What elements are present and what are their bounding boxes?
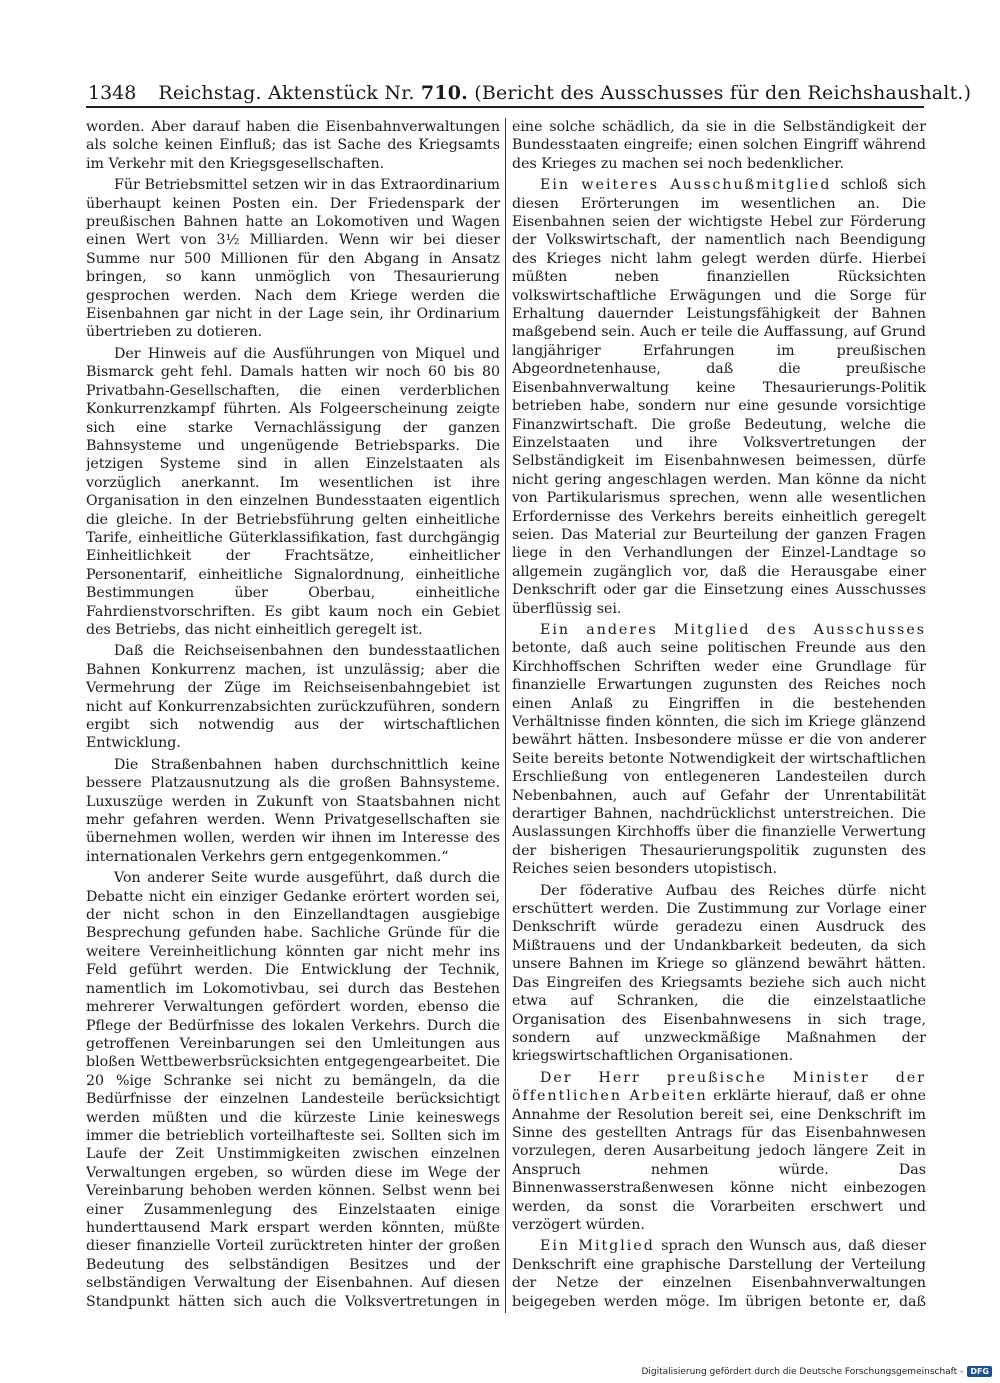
header-rule bbox=[86, 106, 924, 108]
page-number: 1348 bbox=[88, 82, 137, 104]
digitization-footer bbox=[641, 1366, 992, 1377]
paragraph-text: schloß sich diesen Erörterungen im wesentlichen an. Die Eisenbahnen seien der wichtigste Hebel zur Förderung der Volkswirtschaft, der namentlich nach Beendigung des Krieges nicht lahm gelegt werden dürfe. Hierbei müßten neben finanziellen Rücksichten volkswirtschaftliche Erwägungen und die Sorge für Erhaltung dauernder Leistungsfähigkeit der Bahnen maßgebend sein. Auch er teile die Auffassung, auf Grund langjähriger Erfahrungen im preußischen Abgeordnetenhause, daß die preußische Eisenbahnverwaltung keine Thesaurierungs-Politik betrieben habe, sondern nur eine gesunde vorsichtige Finanzwirtschaft. Die große Bedeutung, welche die Einzelstaaten und ihre Volksvertretungen der Selbständigkeit im Eisenbahnwesen beimessen, dürfe nicht gering angeschlagen werden. Man könne da nicht von Partikularismus sprechen, wenn alle wesentlichen Erfordernisse des Verkehrs bereits einheitlich geregelt seien. Das Material zur Beurteilung der ganzen Fragen liege in den Verhandlungen der Einzel-Landtage so allgemein zugänglich vor, daß die Herausgabe einer Denkschrift oder gar die Einsetzung eines Ausschusses überflüssig sei. bbox=[512, 177, 926, 617]
footer-text: Digitalisierung gefördert durch die Deutsche Forschungsgemeinschaft - bbox=[641, 1366, 964, 1377]
title-suffix: (Bericht des Ausschusses für den Reichshaushalt.) bbox=[467, 82, 972, 104]
running-title bbox=[158, 82, 971, 104]
paragraph: Von anderer Seite wurde ausgeführt, daß durch die Debatte nicht ein einziger Gedanke erörtert worden sei, der nicht schon in den Einzellandtagen ausgiebige Besprechung gefunden habe. Sachliche Gründe für die weitere Vereinheitlichung könnten gar nicht mehr ins Feld geführt werden. Die Entwicklung der Technik, namentlich im Lokomotivbau, sei durch das Bestehen mehrerer Verwaltungen gefördert worden, ebenso die Pflege der Bedürfnisse des lokalen Verkehrs. Durch die getroffenen Vereinbarungen sei den Umleitungen aus bloßen Wettbewerbsrücksichten entgegengearbeitet. Die 20 %ige Schranke sei nicht zu bemängeln, da die Bedürfnisse der einzelnen Landesteile berücksichtigt werden müßten und die kürzeste Linie keineswegs immer die betrieblich vorteilhafteste sei. Sollten sich im Laufe der Zeit Unstimmigkeiten zwischen einzelnen Verwaltungen ergeben, so würden diese im Wege der Vereinbarung behoben werden können. Selbst wenn bei einer Zusammenlegung des Einzelstaaten einige hunderttausend Mark erspart werden könnten, müßte dieser finanzielle Vorteil zurücktreten hinter der großen Bedeutung des selbständigen Besitzes und der selbständigen Verwaltung der Eisenbahnen. Auf diesen Standpunkt hätten sich auch die Volksvertretungen in bbox=[86, 870, 500, 1310]
title-prefix: Reichstag. Aktenstück Nr. bbox=[158, 82, 421, 104]
right-column bbox=[512, 118, 926, 1313]
speaker-lead: Ein anderes Mitglied des Ausschusses bbox=[540, 621, 926, 638]
paragraph-text: erklärte hierauf, daß er ohne Annahme der Resolution bereit sei, eine Denkschrift im Sinne des gestellten Antrags für das Eisenbahnwesen vorzulegen, deren Ausarbeitung jedoch längere Zeit in Anspruch nehmen würde. Das Binnenwasserstraßenwesen könne nicht einbezogen werden, da sonst die Vorarbeiten erschwert und verzögert würden. bbox=[512, 1088, 926, 1233]
paragraph bbox=[512, 1237, 926, 1313]
dfg-logo: DFG bbox=[967, 1366, 992, 1377]
speaker-lead: Ein Mitglied bbox=[540, 1238, 655, 1255]
paragraph-text: eine solche schädlich, da sie in die Selbständigkeit der Bundesstaaten eingreife; einen solchen Eingriff während des Krieges zu machen sei noch bedenklicher. bbox=[512, 119, 926, 172]
paragraph: Daß die Reichseisenbahnen den bundesstaatlichen Bahnen Konkurrenz machen, ist unzulässig; aber die Vermehrung der Züge im Reichseisenbahngebiet ist nicht auf Konkurrenzabsichten zurückzuführen, sondern ergibt sich notwendig aus der wirtschaftlichen Entwicklung. bbox=[86, 643, 500, 752]
page-header bbox=[88, 72, 972, 104]
paragraph-text: sprach den Wunsch aus, daß dieser Denkschrift eine graphische Darstellung der Verteilung der Netze der einzelnen Eisenbahnverwaltungen beigegeben werden möge. Im übrigen betonte er, daß bbox=[512, 1238, 926, 1310]
paragraph bbox=[512, 621, 926, 879]
paragraph-text: betonte, daß auch seine politischen Freunde aus den Kirchhoffschen Schriften weder eine Grundlage für finanzielle Erwartungen zugunsten des Reiches noch einen Anlaß zu Eingriffen in die bestehenden Verhältnisse finden könnten, die sich im Kriege glänzend bewährt hätten. Insbesondere müsse er die von anderer Seite bereits betonte Notwendigkeit der wirtschaftlichen Erschließung von entlegeneren Landesteilen durch Nebenbahnen, auch auf Gefahr der Unrentabilität derartiger Bahnen, nachdrücklichst unterstreichen. Die Auslassungen Kirchhoffs über die finanzielle Verwertung der bisherigen Thesaurierungspolitik zugunsten des Reiches seien besonders utopistisch. bbox=[512, 640, 926, 878]
document-number: 710. bbox=[420, 82, 468, 104]
column-divider bbox=[505, 118, 506, 1313]
speaker-lead: Der Herr preußische Minister der öffentlichen Arbeiten bbox=[512, 1069, 926, 1105]
speaker-lead: Ein weiteres Ausschußmitglied bbox=[540, 177, 832, 194]
paragraph bbox=[512, 1069, 926, 1235]
paragraph bbox=[512, 176, 926, 618]
paragraph: Die Straßenbahnen haben durchschnittlich keine bessere Platzausnutzung als die großen Bahnsysteme. Luxuszüge werden in Zukunft von Staatsbahnen nicht mehr gefahren werden. Wenn Privatgesellschaften sie übernehmen wollen, werden wir ihnen im Interesse des internationalen Verkehrs gern entgegenkommen.“ bbox=[86, 756, 500, 865]
left-column bbox=[86, 118, 500, 1313]
paragraph: worden. Aber darauf haben die Eisenbahnverwaltungen als solche keinen Einfluß; das ist Sache des Kriegsamts im Verkehr mit den Kriegsgesellschaften. bbox=[86, 119, 500, 172]
paragraph bbox=[512, 118, 926, 173]
paragraph-text: Der föderative Aufbau des Reiches dürfe nicht erschüttert werden. Die Zustimmung zur Vorlage einer Denkschrift würde geradezu einen Ausdruck des Mißtrauens und der Undankbarkeit bedeuten, da sich unsere Bahnen im Kriege so glänzend bewährt hätten. Das Eingreifen des Kriegsamts beziehe sich auch nicht etwa auf Schranken, die die einzelstaatliche Organisation des Eisenbahnwesens in sich trage, sondern auf unzweckmäßige Maßnahmen der kriegswirtschaftlichen Organisationen. bbox=[512, 882, 926, 1065]
paragraph: Der Hinweis auf die Ausführungen von Miquel und Bismarck geht fehl. Damals hatten wir noch 60 bis 80 Privatbahn-Gesellschaften, die einen verderblichen Konkurrenzkampf führten. Als Folgeerscheinung zeigte sich eine starke Vernachlässigung der ganzen Bahnsysteme und ungenügende Betriebsparks. Die jetzigen Systeme sind in allen Einzelstaaten als vorzüglich anerkannt. Im wesentlichen ist ihre Organisation in den einzelnen Bundesstaaten eigentlich die gleiche. In der Betriebsführung gelten einheitliche Tarife, einheitliche Güterklassifikation, fast durchgängig Einheitlichkeit der Frachtsätze, einheitlicher Personentarif, einheitliche Signalordnung, einheitliche Bestimmungen über Oberbau, einheitliche Fahrdienstvorschriften. Es gibt kaum noch ein Gebiet des Betriebs, das nicht einheitlich geregelt ist. bbox=[86, 345, 500, 638]
paragraph bbox=[512, 882, 926, 1066]
paragraph: Für Betriebsmittel setzen wir in das Extraordinarium überhaupt keinen Posten ein. Der Friedenspark der preußischen Bahnen hatte an Lokomotiven und Wagen einen Wert von 3½ Milliarden. Wenn wir bei dieser Summe nur 500 Millionen für den Abgang in Ansatz bringen, so kann unmöglich von Thesaurierung gesprochen werden. Nach dem Kriege werden die Eisenbahnen gar nicht in der Lage sein, ihr Ordinarium übertrieben zu dotieren. bbox=[86, 177, 500, 341]
